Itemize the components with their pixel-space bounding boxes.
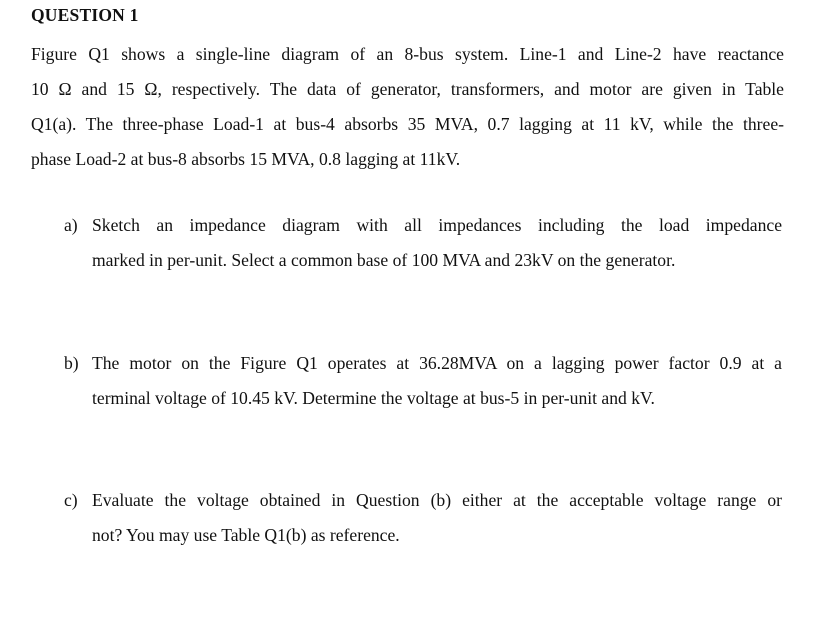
part-text-line: terminal voltage of 10.45 kV. Determine the voltage at bus-5 in per-unit and kV. xyxy=(92,388,655,408)
part-text-line: The motor on the Figure Q1 operates at 36.28MVA on a lagging power factor 0.9 at a xyxy=(92,353,782,373)
intro-line: Figure Q1 shows a single-line diagram of an 8-bus system. Line-1 and Line-2 have reactance xyxy=(31,44,784,64)
intro-line: Q1(a). The three-phase Load-1 at bus-4 absorbs 35 MVA, 0.7 lagging at 11 kV, while the three- xyxy=(31,114,784,134)
intro-line: 10 Ω and 15 Ω, respectively. The data of generator, transformers, and motor are given in Table xyxy=(31,79,784,99)
part-label: c) xyxy=(64,490,78,510)
part-label: b) xyxy=(64,353,79,373)
part-text-line: Evaluate the voltage obtained in Question (b) either at the acceptable voltage range or xyxy=(92,490,782,510)
part-text-line: not? You may use Table Q1(b) as reference. xyxy=(92,525,400,545)
part-text-line: Sketch an impedance diagram with all impedances including the load impedance xyxy=(92,215,782,235)
question-heading: QUESTION 1 xyxy=(31,5,139,25)
part-label: a) xyxy=(64,215,78,235)
intro-line: phase Load-2 at bus-8 absorbs 15 MVA, 0.8 lagging at 11kV. xyxy=(31,149,461,169)
part-text-line: marked in per-unit. Select a common base of 100 MVA and 23kV on the generator. xyxy=(92,250,676,270)
